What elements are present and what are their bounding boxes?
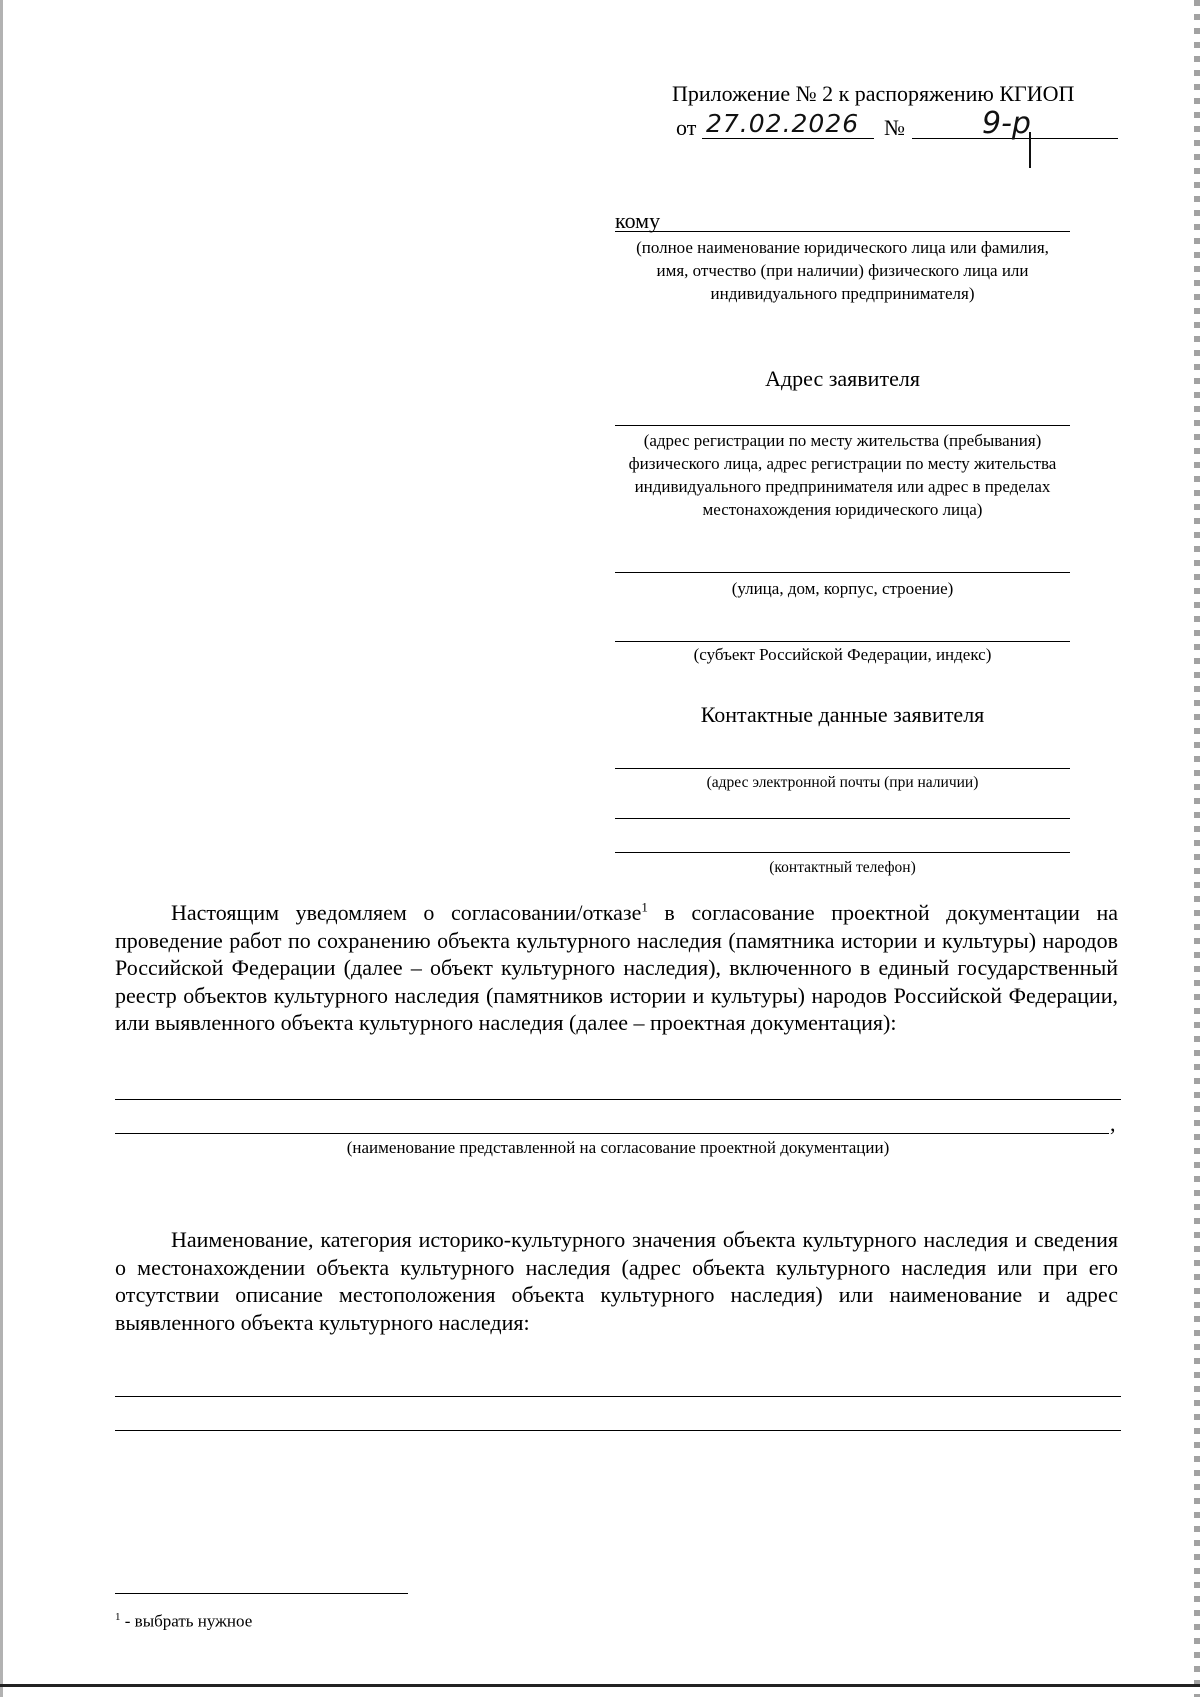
footnote-text: - выбрать нужное xyxy=(120,1611,253,1631)
contacts-heading: Контактные данные заявителя xyxy=(700,702,985,727)
to-line xyxy=(615,231,1070,232)
to-label: кому xyxy=(615,208,661,233)
notice-paragraph xyxy=(115,899,1118,1037)
phone-caption: (контактный телефон) xyxy=(769,859,916,876)
region-caption: (субъект Российской Федерации, индекс) xyxy=(693,645,992,664)
appendix-title: Приложение № 2 к распоряжению КГИОП xyxy=(672,81,1075,106)
footnote-mark: 1 xyxy=(115,1611,121,1623)
scan-bottom-edge xyxy=(0,1684,1200,1687)
document-line-comma: , xyxy=(1110,1111,1116,1136)
street-caption: (улица, дом, корпус, строение) xyxy=(731,579,954,598)
footnote-reference: 1 xyxy=(641,899,648,915)
phone-line-1 xyxy=(615,818,1070,819)
phone-line-2 xyxy=(615,852,1070,853)
email-caption: (адрес электронной почты (при наличии) xyxy=(706,774,979,791)
scan-right-edge xyxy=(1194,0,1200,1697)
object-paragraph: Наименование, категория историко-культурного значения объекта культурного наследия и сведения о местонахождении объекта культурного наследия (адрес объекта культурного наследия или при его отсутствии описание местоположения объекта культурного наследия) или наименование и адрес выявленного объекта культурного наследия: xyxy=(115,1227,1118,1335)
region-line xyxy=(615,641,1070,642)
handwritten-number: 9-р xyxy=(982,106,1031,141)
number-label: № xyxy=(884,115,905,140)
date-line xyxy=(702,138,874,139)
footnote xyxy=(115,1606,252,1633)
address-heading: Адрес заявителя xyxy=(765,366,920,391)
address-line xyxy=(615,425,1070,426)
footnote-separator xyxy=(115,1593,408,1594)
object-line-2 xyxy=(115,1430,1121,1431)
document-line-1 xyxy=(115,1099,1121,1100)
scan-left-edge xyxy=(0,0,3,1697)
street-line xyxy=(615,572,1070,573)
from-label: от xyxy=(676,115,697,140)
address-caption: (адрес регистрации по месту жительства (пребывания) физического лица, адрес регистрации по месту жительства индивидуального предпринимателя или адрес в пределах местонахождения юридического лица) xyxy=(628,431,1057,519)
notice-text-end: в согласование проектной документации на проведение работ по сохранению объекта культурного наследия (памятника истории и культуры) народов Российской Федерации (далее – объект культурного наследия), включенного в единый государственный реестр объектов культурного наследия (памятников истории и культуры) народов Российской Федерации, или выявленного объекта культурного наследия (далее – проектная документация): xyxy=(115,900,1118,1035)
document-caption: (наименование представленной на согласование проектной документации) xyxy=(346,1138,890,1157)
notice-text-start: Настоящим уведомляем о согласовании/отказе xyxy=(171,900,642,925)
handwritten-date: 27.02.2026 xyxy=(706,109,860,138)
email-line xyxy=(615,768,1070,769)
handwritten-stroke xyxy=(1029,132,1031,168)
object-line-1 xyxy=(115,1396,1121,1397)
to-caption: (полное наименование юридического лица или фамилия, имя, отчество (при наличии) физического лица или индивидуального предпринимателя) xyxy=(636,238,1049,303)
document-line-2 xyxy=(115,1133,1109,1134)
